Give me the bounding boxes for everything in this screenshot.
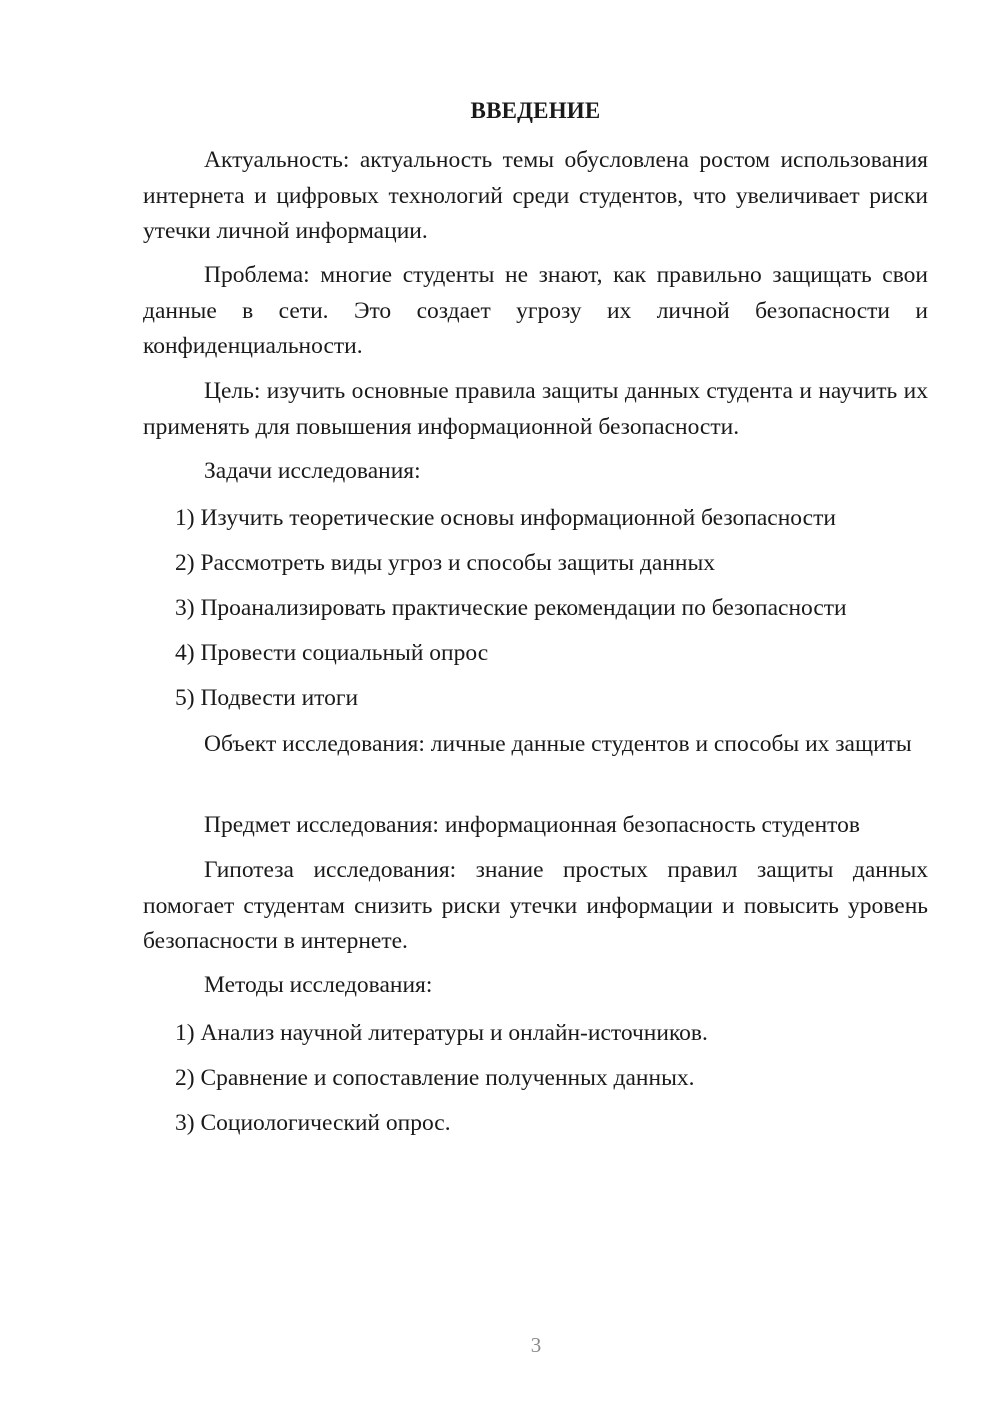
section-title: ВВЕДЕНИЕ <box>470 98 601 123</box>
tasks-heading: Задачи исследования: <box>204 458 421 484</box>
paragraph-relevance: Актуальность: актуальность темы обусловлена ростом использования интернета и цифровых технологий среди студентов, что увеличивает риски утечки личной информации. <box>143 147 928 245</box>
task-item: 5) Подвести итоги <box>175 685 359 711</box>
page-number: 3 <box>530 1333 542 1357</box>
paragraph-object: Объект исследования: личные данные студентов и способы их защиты <box>204 731 912 757</box>
paragraph-goal: Цель: изучить основные правила защиты данных студента и научить их применять для повышения информационной безопасности. <box>143 378 928 440</box>
task-item: 3) Проанализировать практические рекомендации по безопасности <box>175 595 847 621</box>
paragraph-hypothesis: Гипотеза исследования: знание простых правил защиты данных помогает студентам снизить риски утечки информации и повысить уровень безопасности в интернете. <box>143 857 928 955</box>
method-item: 2) Сравнение и сопоставление полученных данных. <box>175 1065 695 1091</box>
paragraph-subject: Предмет исследования: информационная безопасность студентов <box>204 812 860 838</box>
task-item: 2) Рассмотреть виды угроз и способы защиты данных <box>175 550 716 576</box>
task-item: 1) Изучить теоретические основы информационной безопасности <box>175 505 836 531</box>
paragraph-problem: Проблема: многие студенты не знают, как правильно защищать свои данные в сети. Это создает угрозу их личной безопасности и конфиденциальности. <box>143 262 928 360</box>
method-item: 1) Анализ научной литературы и онлайн-источников. <box>175 1020 708 1046</box>
task-item: 4) Провести социальный опрос <box>175 640 489 666</box>
method-item: 3) Социологический опрос. <box>175 1110 451 1136</box>
methods-heading: Методы исследования: <box>204 972 433 998</box>
